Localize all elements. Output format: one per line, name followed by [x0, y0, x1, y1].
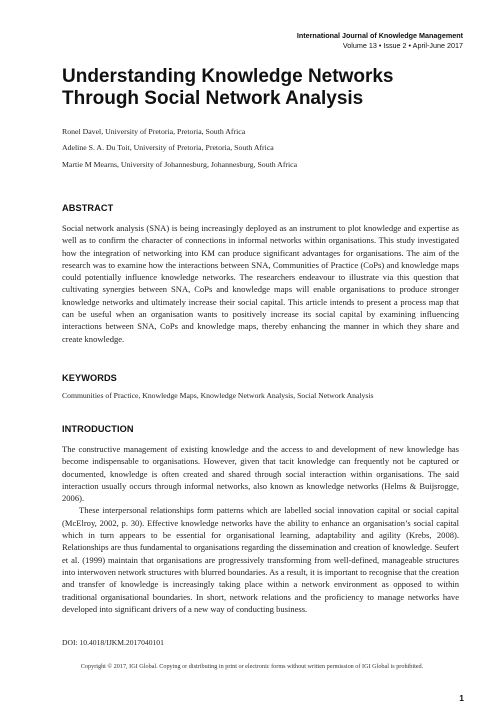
doi: DOI: 10.4018/IJKM.2017040101	[62, 638, 164, 647]
keywords-text: Communities of Practice, Knowledge Maps, Knowledge Network Analysis, Social Network Analysis	[62, 391, 374, 400]
copyright-notice: Copyright © 2017, IGI Global. Copying or distributing in print or electronic forms without written permission of IGI Global is prohibited.	[80, 663, 424, 670]
abstract-heading: ABSTRACT	[62, 203, 114, 213]
abstract-paragraph: Social network analysis (SNA) is being increasingly deployed as an instrument to plot knowledge and expertise as well as to confirm the character of connections in informal networks within organisations. This study investigated how the integration of networking into KM can produce significant advantages for organisations. The aim of the research was to examine how the interactions between SNA, Communities of Practice (CoPs) and knowledge maps could potentially influence knowledge networks. The researchers endeavour to illustrate via this question that cultivating synergies between SNA, CoPs and knowledge maps will enable organisations to produce stronger knowledge networks and ultimately increase their social capital. This article intends to present a process map that can be useful when an organisation wants to positively increase its social capital by examining influencing interactions between SNA, CoPs and knowledge maps, thereby enhancing the manner in which they share and create knowledge.	[62, 223, 459, 344]
introduction-heading: INTRODUCTION	[62, 424, 134, 434]
title-line-2: Through Social Network Analysis	[62, 88, 364, 109]
author-2: Adeline S. A. Du Toit, University of Pretoria, Pretoria, South Africa	[62, 143, 274, 153]
keywords-heading: KEYWORDS	[62, 373, 117, 383]
article-title	[62, 66, 462, 110]
journal-issue: Volume 13 • Issue 2 • April-June 2017	[342, 41, 463, 50]
journal-name: International Journal of Knowledge Management	[296, 31, 463, 40]
author-list	[62, 124, 297, 173]
abstract-text	[62, 222, 459, 345]
title-line-1: Understanding Knowledge Networks	[62, 66, 394, 87]
introduction-text	[62, 443, 459, 615]
author-3: Martie M Mearns, University of Johannesburg, Johannesburg, South Africa	[62, 159, 298, 169]
page-number: 1	[459, 693, 464, 703]
journal-header	[297, 31, 463, 51]
author-1: Ronel Davel, University of Pretoria, Pretoria, South Africa	[62, 127, 246, 136]
introduction-paragraph-1: The constructive management of existing knowledge and the access to and development of new knowledge has become indispensable to organisations. However, given that tacit knowledge can frequently not be captured or documented, knowledge is often created and shared through social interaction within organisations. The said interaction usually occurs through informal networks, also known as knowledge networks (Helms & Buijsrogge, 2006).	[62, 444, 459, 504]
introduction-paragraph-2: These interpersonal relationships form patterns which are labelled social innovation capital or social capital (McElroy, 2002, p. 30). Effective knowledge networks have the ability to enhance an organisation’s social capital which in turn appears to be essential for organisational learning, adaptability and agility (Krebs, 2008). Relationships are thus fundamental to organisations regarding the dissemination and creation of knowledge. Seufert et al. (1999) maintain that organisations are progressively transforming from well-defined, manageable structures into interwoven network structures with blurred boundaries. As a result, it is important to recognise that the creation and transfer of knowledge is increasingly taking place within a network environment as opposed to within traditional organisational boundaries. In short, network relations and the proficiency to manage networks have developed into significant drivers of a new way of conducting business.	[62, 505, 459, 614]
